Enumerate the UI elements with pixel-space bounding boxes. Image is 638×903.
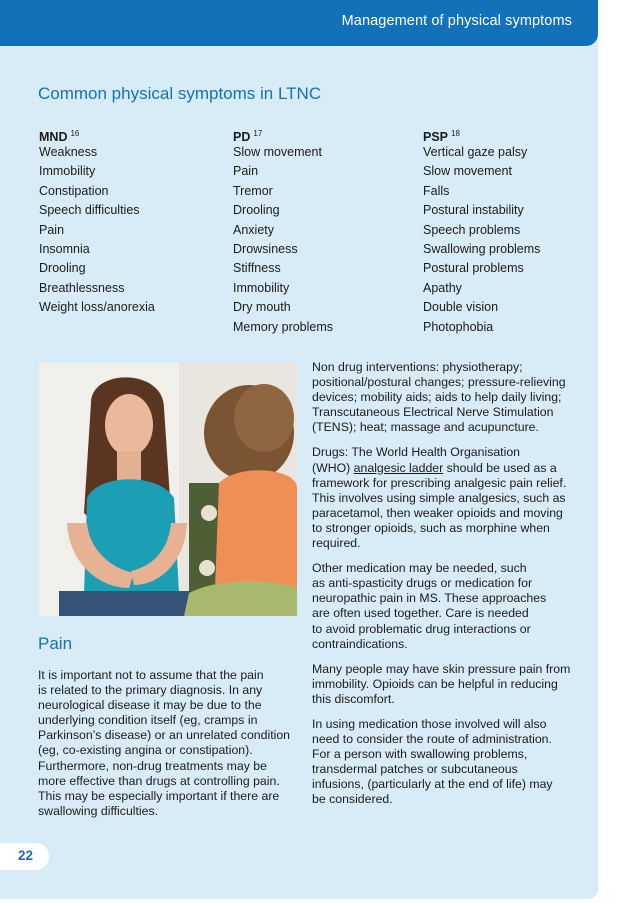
- text-line: In using medication those involved will also: [312, 716, 547, 731]
- symptom-item: Insomnia: [39, 241, 90, 256]
- text-line: Transcutaneous Electrical Nerve Stimulation: [312, 405, 554, 420]
- pain-management-column: [312, 360, 580, 818]
- symptom-item: Falls: [423, 183, 450, 198]
- text-line: It is important not to assume that the pain: [38, 668, 264, 682]
- text-line: is related to the primary diagnosis. In any: [38, 683, 263, 698]
- text-line: [312, 461, 580, 476]
- symptom-column-mnd: [39, 124, 219, 318]
- symptom-column-psp: [423, 124, 603, 337]
- text-line: Many people may have skin pressure pain from: [312, 661, 571, 676]
- text-line: be considered.: [312, 792, 393, 807]
- text-line: Non drug interventions: physiotherapy;: [312, 360, 523, 374]
- section-title: Common physical symptoms in LTNC: [38, 84, 322, 103]
- text-line: as anti-spasticity drugs or medication for: [312, 576, 533, 591]
- symptom-item: Vertical gaze palsy: [423, 145, 528, 159]
- symptom-item: Immobility: [39, 164, 96, 179]
- symptom-item: Immobility: [233, 280, 290, 295]
- text-fragment: (WHO): [312, 460, 354, 475]
- text-line: positional/postural changes; pressure-relieving: [312, 375, 566, 390]
- column-heading-label: PD: [233, 130, 251, 144]
- pressure-pain-paragraph: [312, 662, 580, 707]
- pain-heading: Pain: [38, 634, 73, 653]
- symptom-item: Stiffness: [233, 261, 281, 276]
- non-drug-interventions-paragraph: [312, 360, 580, 435]
- text-line: (TENS); heat; massage and acupuncture.: [312, 420, 539, 435]
- text-line: need to consider the route of administration.: [312, 732, 552, 747]
- symptom-item: Dry mouth: [233, 300, 291, 315]
- symptom-item: Drooling: [233, 203, 280, 218]
- column-heading-psp: [423, 124, 603, 143]
- text-line: For a person with swallowing problems,: [312, 747, 528, 762]
- symptom-item: Drowsiness: [233, 241, 298, 256]
- symptom-item: Postural instability: [423, 203, 524, 218]
- text-line: infusions, (particularly at the end of life) may: [312, 777, 553, 792]
- text-line: to avoid problematic drug interactions or: [312, 621, 531, 636]
- pain-paragraph: [38, 668, 296, 819]
- text-line: Furthermore, non-drug treatments may be: [38, 758, 267, 773]
- header-band: [0, 0, 598, 46]
- consultation-photo: [39, 363, 297, 616]
- symptom-item: Weakness: [39, 145, 98, 159]
- reference-number: 18: [451, 129, 460, 138]
- analgesic-ladder-link[interactable]: analgesic ladder: [353, 460, 444, 475]
- symptom-item: Slow movement: [233, 145, 322, 159]
- text-line: framework for prescribing analgesic pain relief.: [312, 475, 567, 490]
- text-line: (eg, co-existing angina or constipation).: [38, 743, 253, 758]
- symptom-item: Speech problems: [423, 222, 521, 237]
- text-line: devices; mobility aids; aids to help daily living;: [312, 390, 562, 405]
- text-line: Other medication may be needed, such: [312, 561, 527, 576]
- text-line: to stronger opioids, such as morphine when: [312, 520, 550, 535]
- symptom-item: Memory problems: [233, 319, 334, 334]
- text-line: are often used together. Care is needed: [312, 606, 529, 621]
- page-header-title: Management of physical symptoms: [341, 13, 572, 29]
- symptom-item: Constipation: [39, 183, 109, 198]
- symptom-item: Apathy: [423, 280, 462, 295]
- text-line: This involves using simple analgesics, such as: [312, 490, 566, 505]
- page-number: 22: [18, 848, 34, 863]
- symptom-item: Swallowing problems: [423, 241, 541, 256]
- symptom-item: Pain: [39, 222, 65, 237]
- symptom-item: Breathlessness: [39, 280, 125, 295]
- text-line: contraindications.: [312, 636, 408, 651]
- text-line: This may be especially important if there are: [38, 788, 280, 803]
- symptom-item: Speech difficulties: [39, 203, 140, 218]
- drugs-paragraph: [312, 445, 580, 551]
- symptom-item: Photophobia: [423, 319, 494, 334]
- administration-route-paragraph: [312, 717, 580, 808]
- column-heading-pd: [233, 124, 413, 143]
- symptom-item: Anxiety: [233, 222, 274, 237]
- symptom-item: Tremor: [233, 183, 273, 198]
- text-line: neuropathic pain in MS. These approaches: [312, 591, 547, 606]
- symptom-item: Drooling: [39, 261, 86, 276]
- symptom-column-pd: [233, 124, 413, 337]
- text-fragment: should be used as a: [443, 460, 557, 475]
- column-heading-label: PSP: [423, 130, 449, 144]
- symptom-item: Postural problems: [423, 261, 524, 276]
- column-heading-mnd: [39, 124, 219, 143]
- text-line: more effective than drugs at controlling pain.: [38, 773, 280, 788]
- symptom-item: Pain: [233, 164, 259, 179]
- text-line: swallowing difficulties.: [38, 803, 159, 818]
- column-heading-label: MND: [39, 130, 68, 144]
- text-line: Drugs: The World Health Organisation: [312, 445, 521, 460]
- reference-number: 17: [253, 129, 263, 138]
- text-line: Parkinson’s disease) or an unrelated condition: [38, 728, 291, 743]
- text-line: underlying condition itself (eg, cramps in: [38, 713, 258, 728]
- symptom-item: Slow movement: [423, 164, 512, 179]
- page-number-tab: [0, 843, 49, 870]
- text-line: transdermal patches or subcutaneous: [312, 762, 518, 777]
- text-line: paracetamol, then weaker opioids and moving: [312, 505, 563, 520]
- text-line: neurological disease it may be due to the: [38, 698, 262, 713]
- text-line: this discomfort.: [312, 691, 395, 706]
- symptom-item: Weight loss/anorexia: [39, 300, 155, 315]
- other-medication-paragraph: [312, 561, 580, 652]
- text-line: immobility. Opioids can be helpful in reducing: [312, 676, 558, 691]
- text-line: required.: [312, 536, 361, 551]
- symptom-item: Double vision: [423, 300, 499, 315]
- photo-illustration: [39, 363, 297, 616]
- reference-number: 16: [70, 129, 80, 138]
